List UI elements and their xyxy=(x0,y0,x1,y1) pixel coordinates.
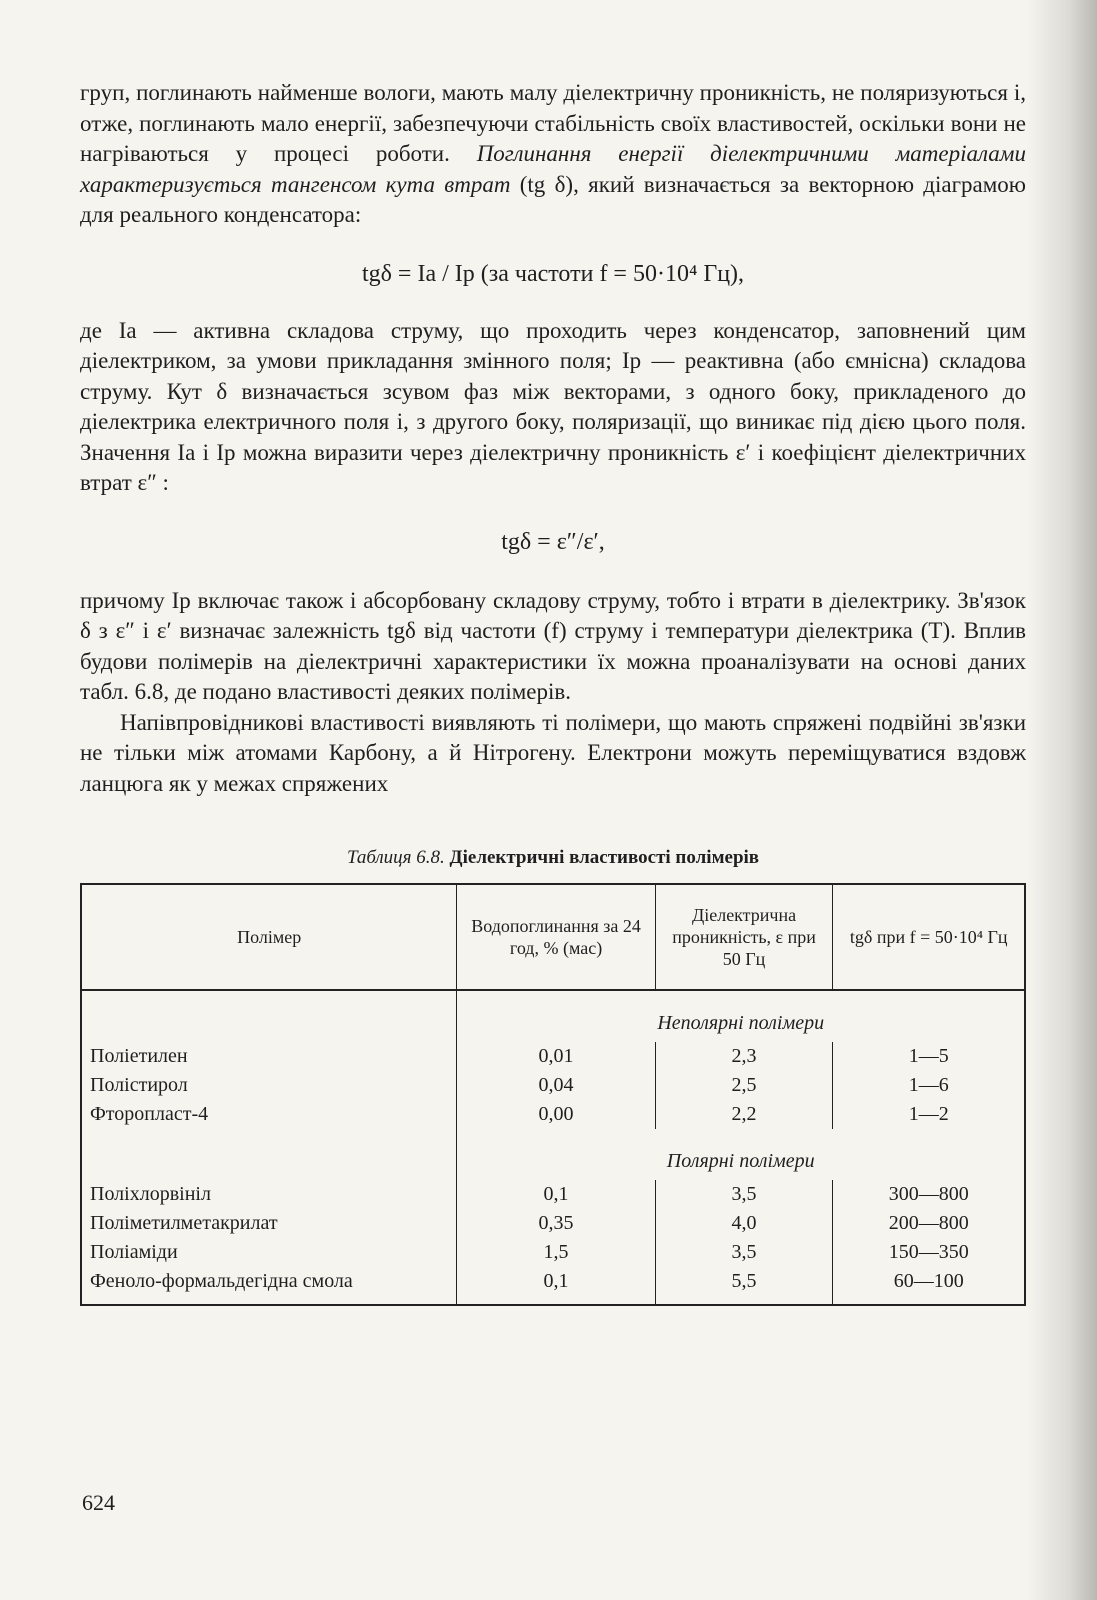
header-water-absorption: Водопоглинання за 24 год, % (мас) xyxy=(457,884,655,990)
cell-loss-tangent: 300—800 xyxy=(833,1180,1025,1209)
paragraph-1-italic-definition: Поглинання енергії діелектричними матеріалами характеризується тангенсом кута втрат xyxy=(80,141,1026,197)
cell-loss-tangent: 1—2 xyxy=(833,1100,1025,1129)
cell-loss-tangent: 150—350 xyxy=(833,1238,1025,1267)
cell-permittivity: 4,0 xyxy=(655,1209,833,1238)
group-title-polar: Полярні полімери xyxy=(457,1129,1025,1180)
cell-polymer: Полістирол xyxy=(90,1074,188,1096)
group-row-nonpolar xyxy=(81,990,1025,1042)
cell-polymer: Фторопласт-4 xyxy=(90,1103,209,1125)
table-row xyxy=(81,1071,1025,1100)
header-polymer: Полімер xyxy=(81,884,457,990)
table-caption-title: Діелектричні властивості полімерів xyxy=(449,847,760,868)
cell-permittivity: 2,3 xyxy=(655,1042,833,1071)
group-title-nonpolar: Неполярні полімери xyxy=(457,990,1025,1042)
cell-polymer: Феноло-формальдегідна смола xyxy=(90,1270,353,1292)
cell-permittivity: 2,2 xyxy=(655,1100,833,1129)
formula-tangent-delta: tgδ = Iа / Iр (за частоти f = 50·10⁴ Гц), xyxy=(361,260,745,287)
cell-absorption: 0,1 xyxy=(457,1180,655,1209)
cell-loss-tangent: 200—800 xyxy=(833,1209,1025,1238)
table-row xyxy=(81,1180,1025,1209)
cell-permittivity: 3,5 xyxy=(655,1238,833,1267)
table-row xyxy=(81,1100,1025,1129)
paragraph-3: причому Iр включає також і абсорбовану складову струму, тобто і втрати в діелектрику. Зв'язок δ з ε″ і ε′ визначає залежність tgδ від частоти (f) струму і температури діелектрика (T). Вплив будови полімерів на діелектричні характеристики їх можна проаналізувати на основі даних табл. 6.8, де подано властивості деяких полімерів. xyxy=(80,587,1026,704)
cell-loss-tangent: 1—5 xyxy=(833,1042,1025,1071)
cell-polymer: Поліметилметакрилат xyxy=(90,1212,278,1234)
cell-polymer: Поліаміди xyxy=(90,1241,178,1263)
table-row xyxy=(81,1238,1025,1267)
cell-polymer: Поліетилен xyxy=(90,1045,188,1067)
cell-loss-tangent: 60—100 xyxy=(833,1267,1025,1305)
cell-permittivity: 3,5 xyxy=(655,1180,833,1209)
header-permittivity: Діелектрична проникність, ε при 50 Гц xyxy=(655,884,833,990)
paragraph-1-text-a: груп, поглинають найменше вологи, мають малу діелектричну проникність, не поляризуються і, отже, поглинають мало енергії, забезпечуючи стабільність своїх властивостей, оскільки вони не нагріваються у процесі роботи. xyxy=(80,80,1026,166)
table-row xyxy=(81,1267,1025,1305)
dielectric-properties-table xyxy=(80,883,1026,1306)
cell-absorption: 0,04 xyxy=(457,1071,655,1100)
cell-polymer: Поліхлорвініл xyxy=(90,1183,211,1205)
formula-epsilon-ratio: tgδ = ε″/ε′, xyxy=(501,528,605,555)
cell-absorption: 0,01 xyxy=(457,1042,655,1071)
cell-permittivity: 2,5 xyxy=(655,1071,833,1100)
cell-absorption: 1,5 xyxy=(457,1238,655,1267)
paragraph-1-text-b: (tg δ), який визначається за векторною діаграмою для реального конденсатора: xyxy=(80,171,1026,227)
cell-absorption: 0,00 xyxy=(457,1100,655,1129)
table-row xyxy=(81,1209,1025,1238)
page-number: 624 xyxy=(82,1490,115,1515)
paragraph-2: де Iа — активна складова струму, що проходить через конденсатор, заповнений цим діелектриком, за умови прикладання змінного поля; Iр — реактивна (або ємнісна) складова струму. Кут δ визначається зсувом фаз між векторами, з одного боку, прикладеного до діелектрика електричного поля і, з другого боку, поляризації, що виникає під дією цього поля. Значення Iа і Iр можна виразити через діелектричну проникність ε′ і коефіцієнт діелектричних втрат ε″ : xyxy=(80,317,1026,495)
group-row-polar xyxy=(81,1129,1025,1180)
cell-absorption: 0,1 xyxy=(457,1267,655,1305)
cell-absorption: 0,35 xyxy=(457,1209,655,1238)
paragraph-1 xyxy=(80,78,1026,231)
page-content xyxy=(80,78,1026,1306)
cell-permittivity: 5,5 xyxy=(655,1267,833,1305)
table-caption-number: Таблиця 6.8. xyxy=(346,847,445,868)
header-loss-tangent: tgδ при f = 50·10⁴ Гц xyxy=(833,884,1025,990)
cell-loss-tangent: 1—6 xyxy=(833,1071,1025,1100)
table-row xyxy=(81,1042,1025,1071)
table-caption xyxy=(80,847,1026,869)
paragraph-4: Напівпровідникові властивості виявляють ті полімери, що мають спряжені подвійні зв'язки не тільки між атомами Карбону, а й Нітрогену. Електрони можуть переміщуватися вздовж ланцюга як у межах спряжених xyxy=(80,709,1026,796)
table-header-row xyxy=(81,884,1025,990)
page-edge-shadow xyxy=(1027,0,1097,1600)
